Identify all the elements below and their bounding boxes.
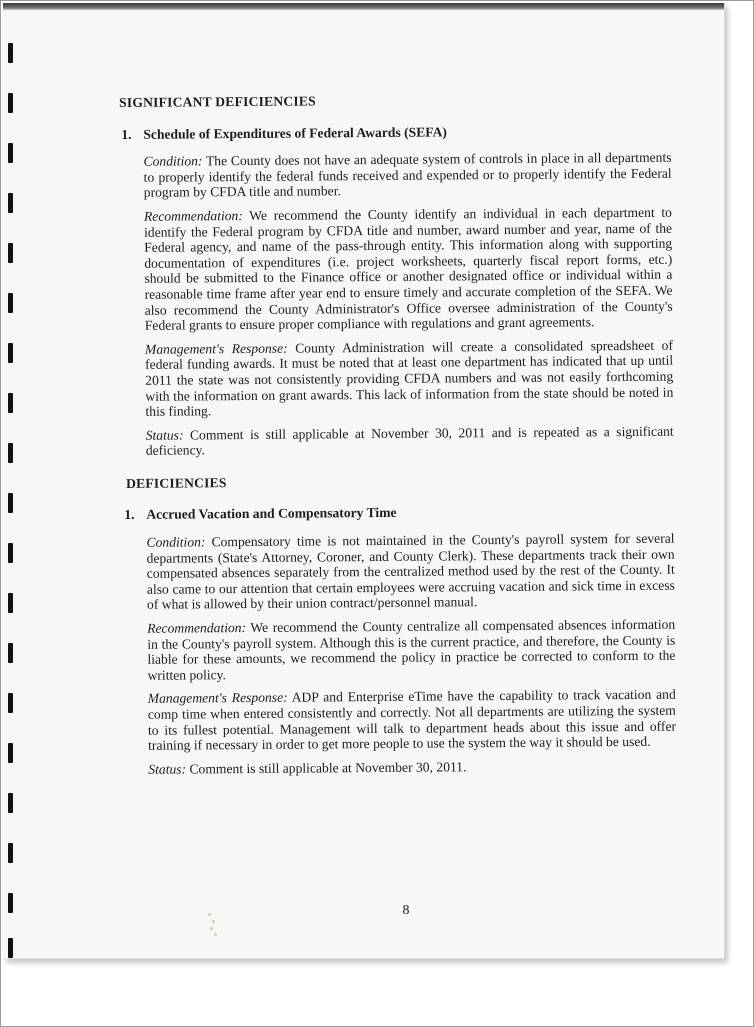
binding-hole <box>8 843 13 863</box>
binding-hole <box>8 793 13 813</box>
condition-label: Condition: <box>146 534 206 550</box>
status-label: Status: <box>148 761 187 777</box>
management-response-label: Management's Response: <box>147 690 288 707</box>
page-number: 8 <box>402 903 410 918</box>
recommendation-text: We recommend the County identify an individual in each department to identify the Federal program by CFDA title and number, award number and year, name of the Federal agency, and name of the pass-through entity. This information along with supporting documentation of expenditures (i.e. project worksheets, quarterly fiscal report forms, etc.) should be submitted to the Finance office or another designated office or individual within a reasonable time frame after year end to ensure timely and accurate completion of the SEFA. We also recommend the County Administrator's Office oversee administration of the County's Federal grants to ensure proper compliance with regulations and grant agreements. <box>144 204 673 333</box>
condition-paragraph <box>146 531 675 613</box>
binding-hole <box>8 893 13 913</box>
binding-hole <box>8 243 13 263</box>
finding-number: 1. <box>124 507 135 523</box>
scan-top-edge <box>3 3 724 10</box>
status-text: Comment is still applicable at November 30, 2011 and is repeated as a significant deficiency. <box>145 423 674 459</box>
binding-hole <box>8 193 13 213</box>
finding-title: Accrued Vacation and Compensatory Time <box>146 505 397 523</box>
binding-hole <box>8 693 13 713</box>
condition-paragraph <box>143 150 671 201</box>
status-text: Comment is still applicable at November 30, 2011. <box>186 759 467 777</box>
section-heading-significant-deficiencies: SIGNIFICANT DEFICIENCIES <box>119 93 316 110</box>
status-paragraph <box>146 423 674 458</box>
management-response-text: ADP and Enterprise eTime have the capability to track vacation and comp time when entered consistently and correctly. Not all departments are utilizing the system to its fullest potential. Management will talk to department heads about this issue and offer training if necessary in order to get more people to use the system the way it should be used. <box>147 687 677 753</box>
condition-text: The County does not have an adequate system of controls in place in all departments to properly identify the federal funds received and expended or to properly identify the Federal program by CFDA title and number. <box>143 149 672 201</box>
finding-heading-sefa <box>121 122 671 142</box>
binding-hole <box>8 543 13 563</box>
finding-heading-accrued-vacation <box>124 503 674 523</box>
finding-number: 1. <box>121 126 132 142</box>
management-response-paragraph <box>145 337 674 419</box>
recommendation-label: Recommendation: <box>147 620 247 636</box>
binding-hole <box>8 43 13 63</box>
condition-label: Condition: <box>143 153 203 169</box>
binding-hole <box>8 743 13 763</box>
recommendation-paragraph <box>147 617 675 684</box>
binding-hole <box>8 93 13 113</box>
document-page <box>3 3 725 959</box>
binding-hole <box>8 443 13 463</box>
binding-hole <box>8 293 13 313</box>
binding-hole <box>8 938 13 958</box>
section-heading-deficiencies: DEFICIENCIES <box>125 475 227 491</box>
status-label: Status: <box>145 427 184 443</box>
management-response-label: Management's Response: <box>144 340 288 357</box>
document-body <box>119 91 676 786</box>
binding-hole <box>8 393 13 413</box>
recommendation-label: Recommendation: <box>143 207 243 224</box>
condition-text: Compensatory time is not maintained in the County's payroll system for several departments (State's Attorney, Coroner, and County Clerk). These departments track their own compensated absences separately from the centralized method used by the rest of the County. It also came to our attention that certain employees were accruing vacation and sick time in excess of what is allowed by their union contract/personnel manual. <box>146 530 675 613</box>
recommendation-text: We recommend the County centralize all compensated absences information in the County's payroll system. Although this is the current practice, and therefore, the County is liable for these amounts, we recommend the policy in practice be corrected to conform to the written policy. <box>147 616 676 683</box>
binding-hole <box>8 493 13 513</box>
binding-hole <box>8 143 13 163</box>
finding-title: Schedule of Expenditures of Federal Awards (SEFA) <box>143 124 447 142</box>
binding-hole <box>8 343 13 363</box>
management-response-paragraph <box>148 687 676 754</box>
recommendation-paragraph <box>144 205 673 334</box>
binding-hole <box>8 643 13 663</box>
binding-hole <box>8 593 13 613</box>
binding-holes <box>8 33 16 953</box>
management-response-text: County Administration will create a consolidated spreadsheet of federal funding awards. It must be noted that at least one department has indicated that up until 2011 the state was not consistently providing CFDA numbers and was not easily forthcoming with the information on grant awards. This lack of information from the state should be noted in this finding. <box>145 337 674 419</box>
scan-smudge <box>206 911 218 941</box>
status-paragraph <box>148 757 676 777</box>
